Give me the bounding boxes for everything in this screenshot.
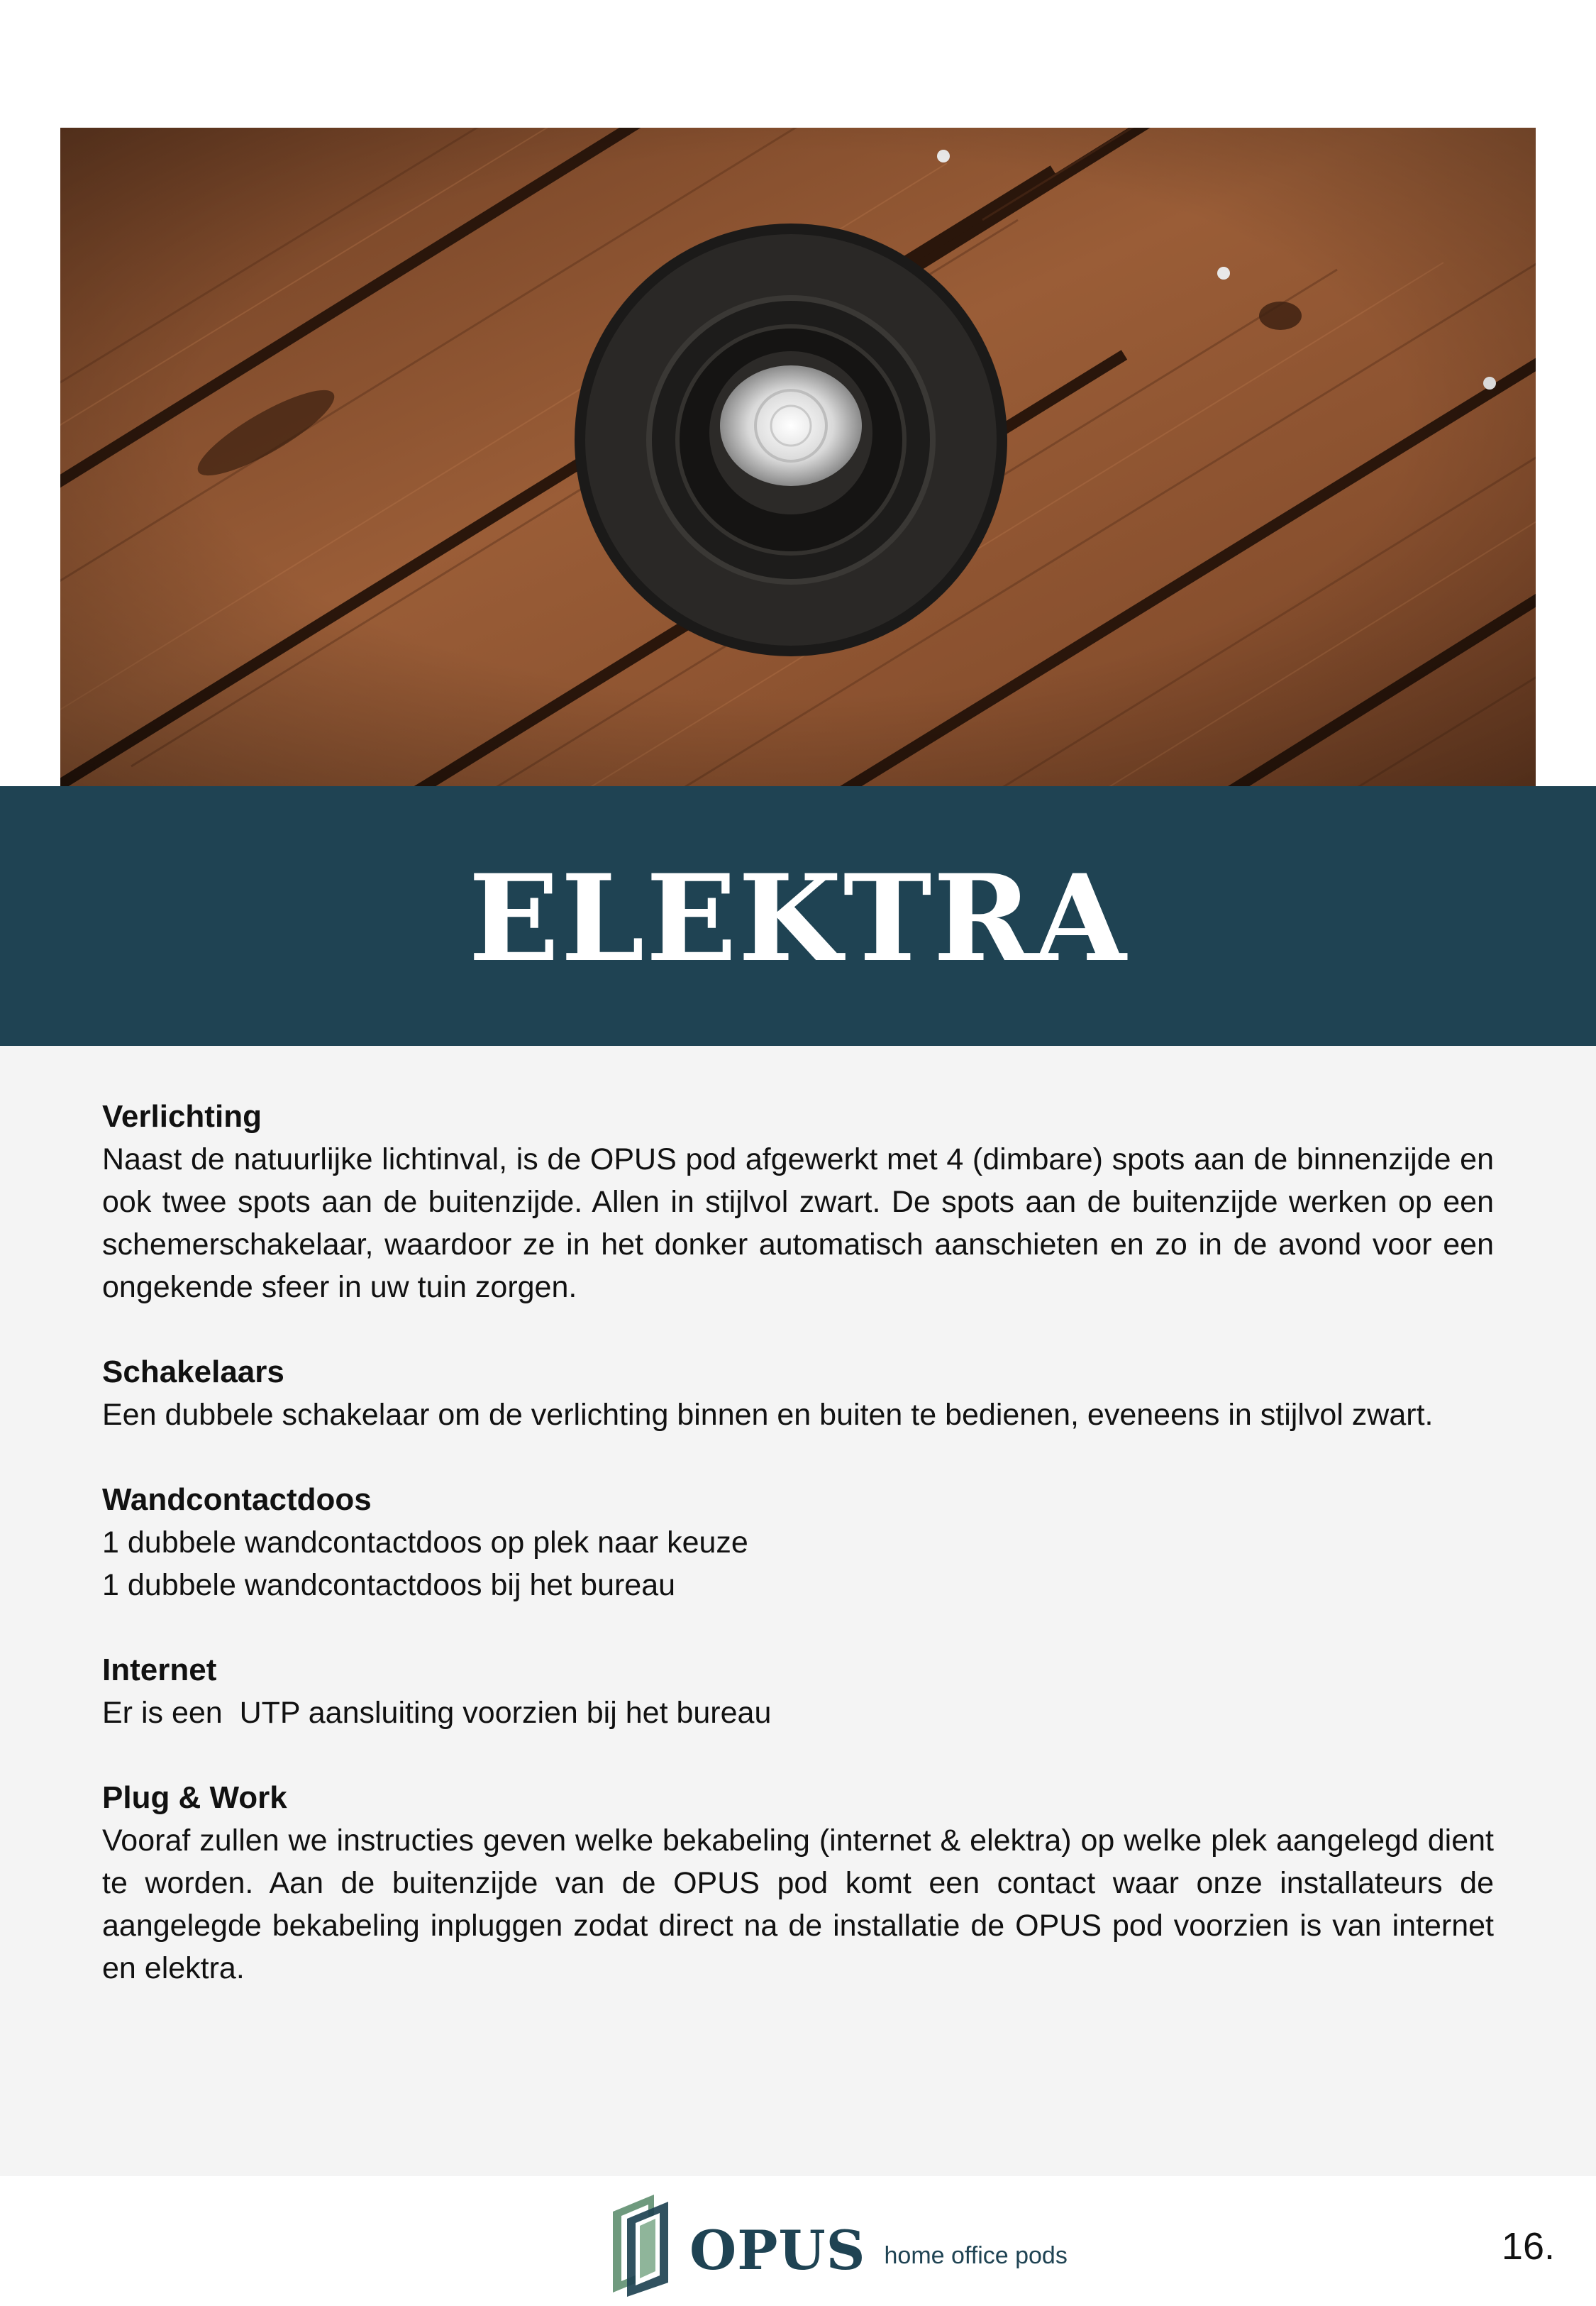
opus-logo [609, 2190, 1068, 2297]
title-banner [0, 786, 1596, 1046]
section-heading: Verlichting [102, 1099, 262, 1134]
logo-wordmark: OPUS [689, 2219, 866, 2282]
page-number: 16. [1501, 2225, 1555, 2268]
section-text: Naast de natuurlijke lichtinval, is de OPUS pod afgewerkt met 4 (dimbare) spots aan de binnenzijde en ook twee spots aan de buitenzijde. Allen in stijlvol zwart. De spots aan de buitenzijde werken op een schemerschakelaar, waardoor ze in het donker automatisch aanschieten en zo in de avond voor een ongekende sfeer in uw tuin zorgen. [102, 1142, 1494, 1304]
page-title: ELEKTRA [468, 848, 1128, 988]
section-internet [102, 1649, 1494, 1734]
section-schakelaars [102, 1351, 1494, 1436]
section-text: Een dubbele schakelaar om de verlichting binnen en buiten te bedienen, eveneens in stijlvol zwart. [102, 1398, 1434, 1432]
section-lines [102, 1692, 1494, 1734]
page-footer [0, 2176, 1596, 2306]
section-line: 1 dubbele wandcontactdoos bij het bureau [102, 1568, 676, 1602]
section-plug-and-work [102, 1777, 1494, 1990]
section-line: 1 dubbele wandcontactdoos op plek naar keuze [102, 1526, 748, 1560]
section-heading: Wandcontactdoos [102, 1482, 372, 1517]
section-heading: Schakelaars [102, 1355, 284, 1389]
section-text: Vooraf zullen we instructies geven welke bekabeling (internet & elektra) op welke plek aangelegd dient te worden. Aan de buitenzijde van de OPUS pod komt een contact waar onze installateurs de aangelegde bekabeling inpluggen zodat direct na de installatie de OPUS pod voorzien is van internet en elektra. [102, 1824, 1494, 1985]
section-wandcontactdoos [102, 1479, 1494, 1606]
section-verlichting [102, 1096, 1494, 1308]
section-lines [102, 1521, 1494, 1606]
section-heading: Internet [102, 1653, 217, 1687]
content-area [0, 1046, 1596, 2176]
logo-tagline: home office pods [884, 2241, 1068, 2269]
hero-photo [60, 128, 1536, 788]
text-column [102, 1096, 1494, 2032]
section-line: Er is een UTP aansluiting voorzien bij het bureau [102, 1696, 772, 1730]
section-heading: Plug & Work [102, 1780, 287, 1815]
opus-logo-icon [609, 2190, 672, 2297]
wood-ceiling-spotlight-photo [60, 128, 1536, 788]
